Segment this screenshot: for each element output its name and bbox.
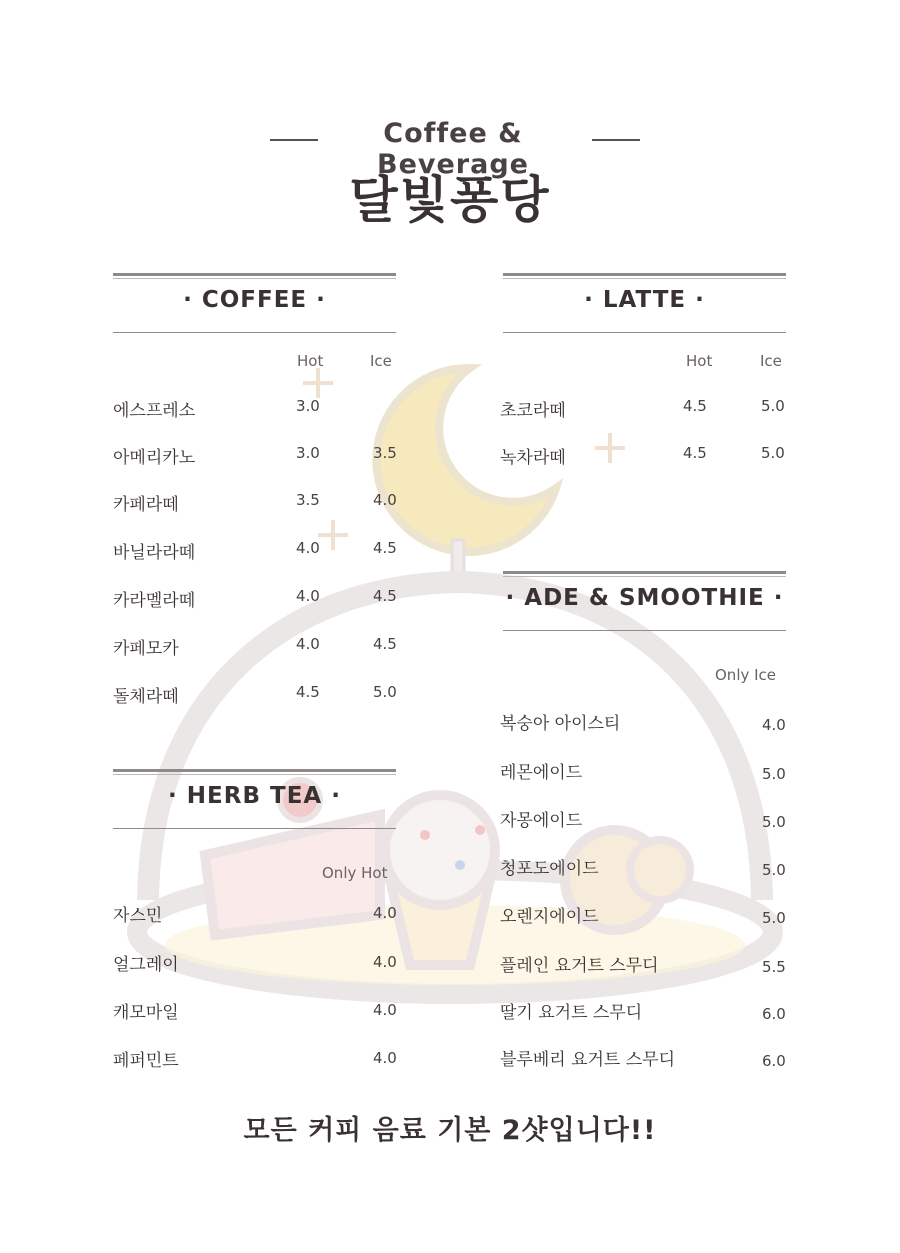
latte-col-ice: Ice <box>760 352 782 370</box>
coffee-item-ice-price: 3.5 <box>373 444 397 462</box>
coffee-col-hot: Hot <box>297 352 324 370</box>
ade-smoothie-item-name: 오렌지에이드 <box>500 907 599 927</box>
ade-smoothie-item-name: 플레인 요거트 스무디 <box>500 956 659 976</box>
ade-smoothie-item-price: 5.0 <box>762 813 786 831</box>
latte-item-ice-price: 5.0 <box>761 397 785 415</box>
section-divider <box>503 332 786 333</box>
latte-section-title: · LATTE · <box>584 287 705 313</box>
coffee-item-hot-price: 4.5 <box>296 683 320 701</box>
coffee-item-name: 카페라떼 <box>113 495 179 515</box>
coffee-item-name: 바닐라라떼 <box>113 543 196 563</box>
muffin-icon <box>385 795 495 965</box>
latte-item-hot-price: 4.5 <box>683 397 707 415</box>
ade-smoothie-item-price: 4.0 <box>762 716 786 734</box>
section-divider <box>503 571 786 574</box>
header-subtitle: Coffee & Beverage <box>377 118 529 180</box>
ade-smoothie-item-name: 블루베리 요거트 스무디 <box>500 1050 676 1070</box>
herb-tea-item-name: 자스민 <box>113 906 163 926</box>
latte-item-name: 초코라떼 <box>500 401 566 421</box>
herb-tea-item-name: 캐모마일 <box>113 1003 179 1023</box>
ade-smoothie-item-price: 5.5 <box>762 958 786 976</box>
section-divider <box>503 630 786 631</box>
ade-smoothie-item-name: 딸기 요거트 스무디 <box>500 1003 643 1023</box>
herb-tea-item-name: 페퍼민트 <box>113 1051 179 1071</box>
coffee-item-name: 돌체라떼 <box>113 687 179 707</box>
latte-section-header <box>503 273 786 333</box>
header-subtitle-block <box>270 118 640 180</box>
herb-tea-item-price: 4.0 <box>373 904 397 922</box>
coffee-item-hot-price: 4.0 <box>296 587 320 605</box>
ade-smoothie-item-name: 자몽에이드 <box>500 811 583 831</box>
latte-col-hot: Hot <box>686 352 713 370</box>
brand-title: 달빛퐁당 <box>349 171 551 229</box>
footer-note: 모든 커피 음료 기본 2샷입니다!! <box>243 1115 657 1146</box>
ade-smoothie-item-price: 5.0 <box>762 765 786 783</box>
ade-smoothie-item-name: 복숭아 아이스티 <box>500 714 621 734</box>
latte-item-hot-price: 4.5 <box>683 444 707 462</box>
coffee-col-ice: Ice <box>370 352 392 370</box>
coffee-item-name: 카페모카 <box>113 639 179 659</box>
coffee-item-hot-price: 4.0 <box>296 539 320 557</box>
coffee-item-name: 카라멜라떼 <box>113 591 196 611</box>
herb-tea-item-price: 4.0 <box>373 1049 397 1067</box>
herb-tea-item-name: 얼그레이 <box>113 955 179 975</box>
section-divider <box>113 332 396 333</box>
coffee-item-ice-price: 4.5 <box>373 587 397 605</box>
herb-tea-section-header <box>113 769 396 829</box>
ade-smoothie-col-label: Only Ice <box>715 666 777 684</box>
section-divider <box>113 769 396 772</box>
coffee-item-name: 아메리카노 <box>113 448 196 468</box>
section-divider <box>503 278 786 279</box>
coffee-item-name: 에스프레소 <box>113 401 196 421</box>
coffee-item-hot-price: 3.0 <box>296 444 320 462</box>
ade-smoothie-item-price: 6.0 <box>762 1005 786 1023</box>
coffee-item-ice-price: 4.0 <box>373 491 397 509</box>
herb-tea-item-price: 4.0 <box>373 1001 397 1019</box>
section-divider <box>503 273 786 276</box>
coffee-item-ice-price: 5.0 <box>373 683 397 701</box>
coffee-item-hot-price: 4.0 <box>296 635 320 653</box>
ade-smoothie-section-header <box>503 571 786 631</box>
latte-item-name: 녹차라떼 <box>500 448 566 468</box>
herb-tea-section-title: · HERB TEA · <box>168 783 341 809</box>
latte-item-ice-price: 5.0 <box>761 444 785 462</box>
coffee-section-header <box>113 273 396 333</box>
ade-smoothie-item-price: 5.0 <box>762 861 786 879</box>
section-divider <box>113 278 396 279</box>
herb-tea-item-price: 4.0 <box>373 953 397 971</box>
coffee-item-ice-price: 4.5 <box>373 539 397 557</box>
section-divider <box>113 774 396 775</box>
coffee-item-hot-price: 3.5 <box>296 491 320 509</box>
section-divider <box>113 273 396 276</box>
ade-smoothie-item-price: 5.0 <box>762 909 786 927</box>
ade-smoothie-item-name: 청포도에이드 <box>500 859 599 879</box>
ade-smoothie-item-name: 레몬에이드 <box>500 763 583 783</box>
section-divider <box>113 828 396 829</box>
coffee-item-ice-price: 4.5 <box>373 635 397 653</box>
coffee-section-title: · COFFEE · <box>183 287 326 313</box>
herb-tea-col-label: Only Hot <box>322 864 388 882</box>
ade-smoothie-item-price: 6.0 <box>762 1052 786 1070</box>
section-divider <box>503 576 786 577</box>
subtitle-line-right <box>592 139 640 141</box>
ade-smoothie-section-title: · ADE & SMOOTHIE · <box>505 585 784 611</box>
coffee-item-hot-price: 3.0 <box>296 397 320 415</box>
